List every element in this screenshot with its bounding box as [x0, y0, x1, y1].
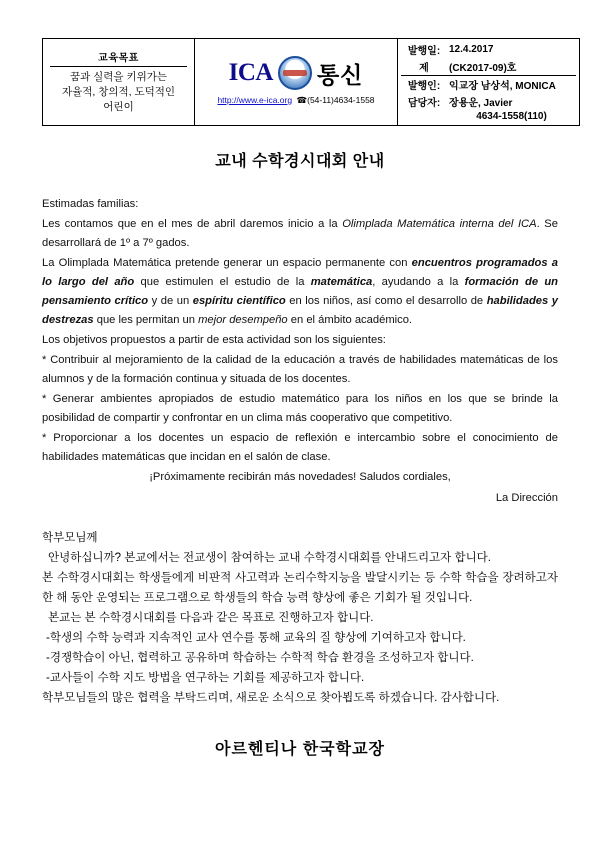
issue-date-value: 12.4.2017: [449, 44, 494, 55]
issue-info-cell: [398, 39, 580, 126]
education-goal-line: 자율적, 창의적, 도덕적인: [61, 86, 176, 98]
es-p2-italic-3: formación de un pensamiento crítico: [42, 276, 559, 307]
es-p2-italic-6: mejor desempeño: [198, 314, 288, 326]
page-title: 교내 수학경시대회 안내: [215, 153, 385, 170]
es-p2-italic-1: encuentros programados a lo largo del año: [42, 257, 558, 288]
education-goal-title: 교육목표: [50, 49, 187, 67]
contact-phone-spacer: [401, 110, 447, 123]
contact-phone-value: 4634-1558(110): [476, 111, 547, 122]
spanish-objectives-intro: Los objetivos propuestos a partir de esta actividad son los siguientes:: [42, 334, 386, 346]
es-p2-part-e: en los niños, así como el desarrollo de: [285, 295, 487, 307]
publisher-label: 발행인:: [407, 81, 441, 92]
masthead-contact-row: [198, 90, 394, 108]
issue-number-label: 제: [401, 58, 447, 76]
tongsin-wordmark: 통신: [316, 61, 364, 88]
spanish-closing: ¡Próximamente recibirán más novedades! Saludos cordiales,: [149, 471, 451, 483]
es-p2-italic-2: matemática: [310, 276, 373, 288]
ica-emblem-icon: [278, 56, 312, 90]
spanish-greeting: Estimadas familias:: [42, 198, 139, 210]
es-p2-part-c: , ayudando a la: [372, 276, 465, 288]
spanish-bullet-3: * Proporcionar a los docentes un espacio de reflexión e intercambio sobre el conocimiento de habilidades matemáticas que incidan en el salón de clase.: [42, 432, 558, 463]
website-link[interactable]: http://www.e-ica.org: [217, 95, 293, 105]
es-p2-italic-5: habilidades y destrezas: [42, 295, 558, 326]
korean-body: [42, 528, 558, 708]
korean-paragraph-3: 본교는 본 수학경시대회를 다음과 같은 목표로 진행하고자 합니다.: [48, 612, 374, 624]
es-p1-part-a: Les contamos que en el mes de abril daremos inicio a la: [42, 218, 343, 230]
spanish-paragraph-2: [42, 254, 558, 330]
telephone-text: ☎(54-11)4634-1558: [296, 95, 375, 105]
publisher-value: 익교장 남상석, MONICA: [449, 81, 556, 92]
korean-signature: 아르헨티나 한국학교장: [214, 741, 385, 758]
contact-person-value: 장용운, Javier: [449, 98, 513, 109]
letterhead-table: [42, 38, 580, 126]
es-p2-part-d: y de un: [148, 295, 193, 307]
es-p2-part-g: en el ámbito académico.: [287, 314, 413, 326]
spanish-paragraph-1: [42, 215, 558, 253]
spanish-signature: La Dirección: [495, 492, 558, 504]
korean-bullet-2: -경쟁학습이 아닌, 협력하고 공유하며 학습하는 수학적 학습 환경을 조성하고자 합니다.: [46, 652, 474, 664]
issue-number-value: (CK2017-09)호: [447, 58, 576, 76]
es-p2-italic-4: espíritu científico: [192, 295, 286, 307]
ica-wordmark: ICA: [228, 59, 273, 86]
es-p2-part-a: La Olimplada Matemática pretende generar un espacio permanente con: [42, 257, 412, 269]
education-goal-line: 꿈과 실력을 키위가는: [69, 71, 168, 83]
spanish-bullet-1: * Contribuir al mejoramiento de la calidad de la educación a través de habilidades matemáticas de los alumnos y de la formación continua y situada de los docentes.: [42, 354, 558, 385]
education-goal-cell: [43, 39, 195, 126]
korean-bullet-1: -학생의 수학 능력과 지속적인 교사 연수를 통해 교육의 질 향상에 기여하고자 합니다.: [46, 632, 466, 644]
spanish-bullet-2: * Generar ambientes apropiados de estudio matemático para los niños en los que se brinde la posibilidad de compartir y confrontar en un clima más cooperativo que competitivo.: [42, 393, 558, 424]
korean-salutation: 학부모님께: [42, 532, 98, 544]
korean-paragraph-2: 본 수학경시대회는 학생들에게 비판적 사고력과 논리수학지능을 발달시키는 등 수학 학습을 장려하고자 한 해 동안 운영되는 프로그램으로 학생들의 학습 능력 향상에 좋은 기회가 될 것입니다.: [42, 572, 558, 604]
masthead-logo-row: [198, 56, 394, 90]
es-p1-part-b: . Se desarrollará de 1º a 7º gados.: [42, 218, 558, 249]
issue-date-label: 발행일:: [407, 46, 441, 57]
issue-info-table: [401, 41, 576, 123]
es-p2-part-f: que les permitan un: [93, 314, 199, 326]
contact-person-label: 담당자:: [407, 98, 441, 109]
es-p1-italic-1: Olimplada Matemática interna del ICA: [342, 218, 537, 230]
es-p2-part-b: que estimulen el estudio de la: [134, 276, 311, 288]
masthead-cell: [195, 39, 398, 126]
spanish-body: [42, 195, 558, 508]
korean-paragraph-1: 안녕하십니까? 본교에서는 전교생이 참여하는 교내 수학경시대회를 안내드리고자 합니다.: [48, 552, 491, 564]
korean-bullet-3: -교사들이 수학 지도 방법을 연구하는 기회를 제공하고자 합니다.: [46, 672, 365, 684]
education-goal-line: 어린이: [103, 101, 134, 113]
korean-paragraph-4: 학부모님들의 많은 협력을 부탁드리며, 새로운 소식으로 찾아뵙도록 하겠습니다. 감사합니다.: [42, 692, 500, 704]
